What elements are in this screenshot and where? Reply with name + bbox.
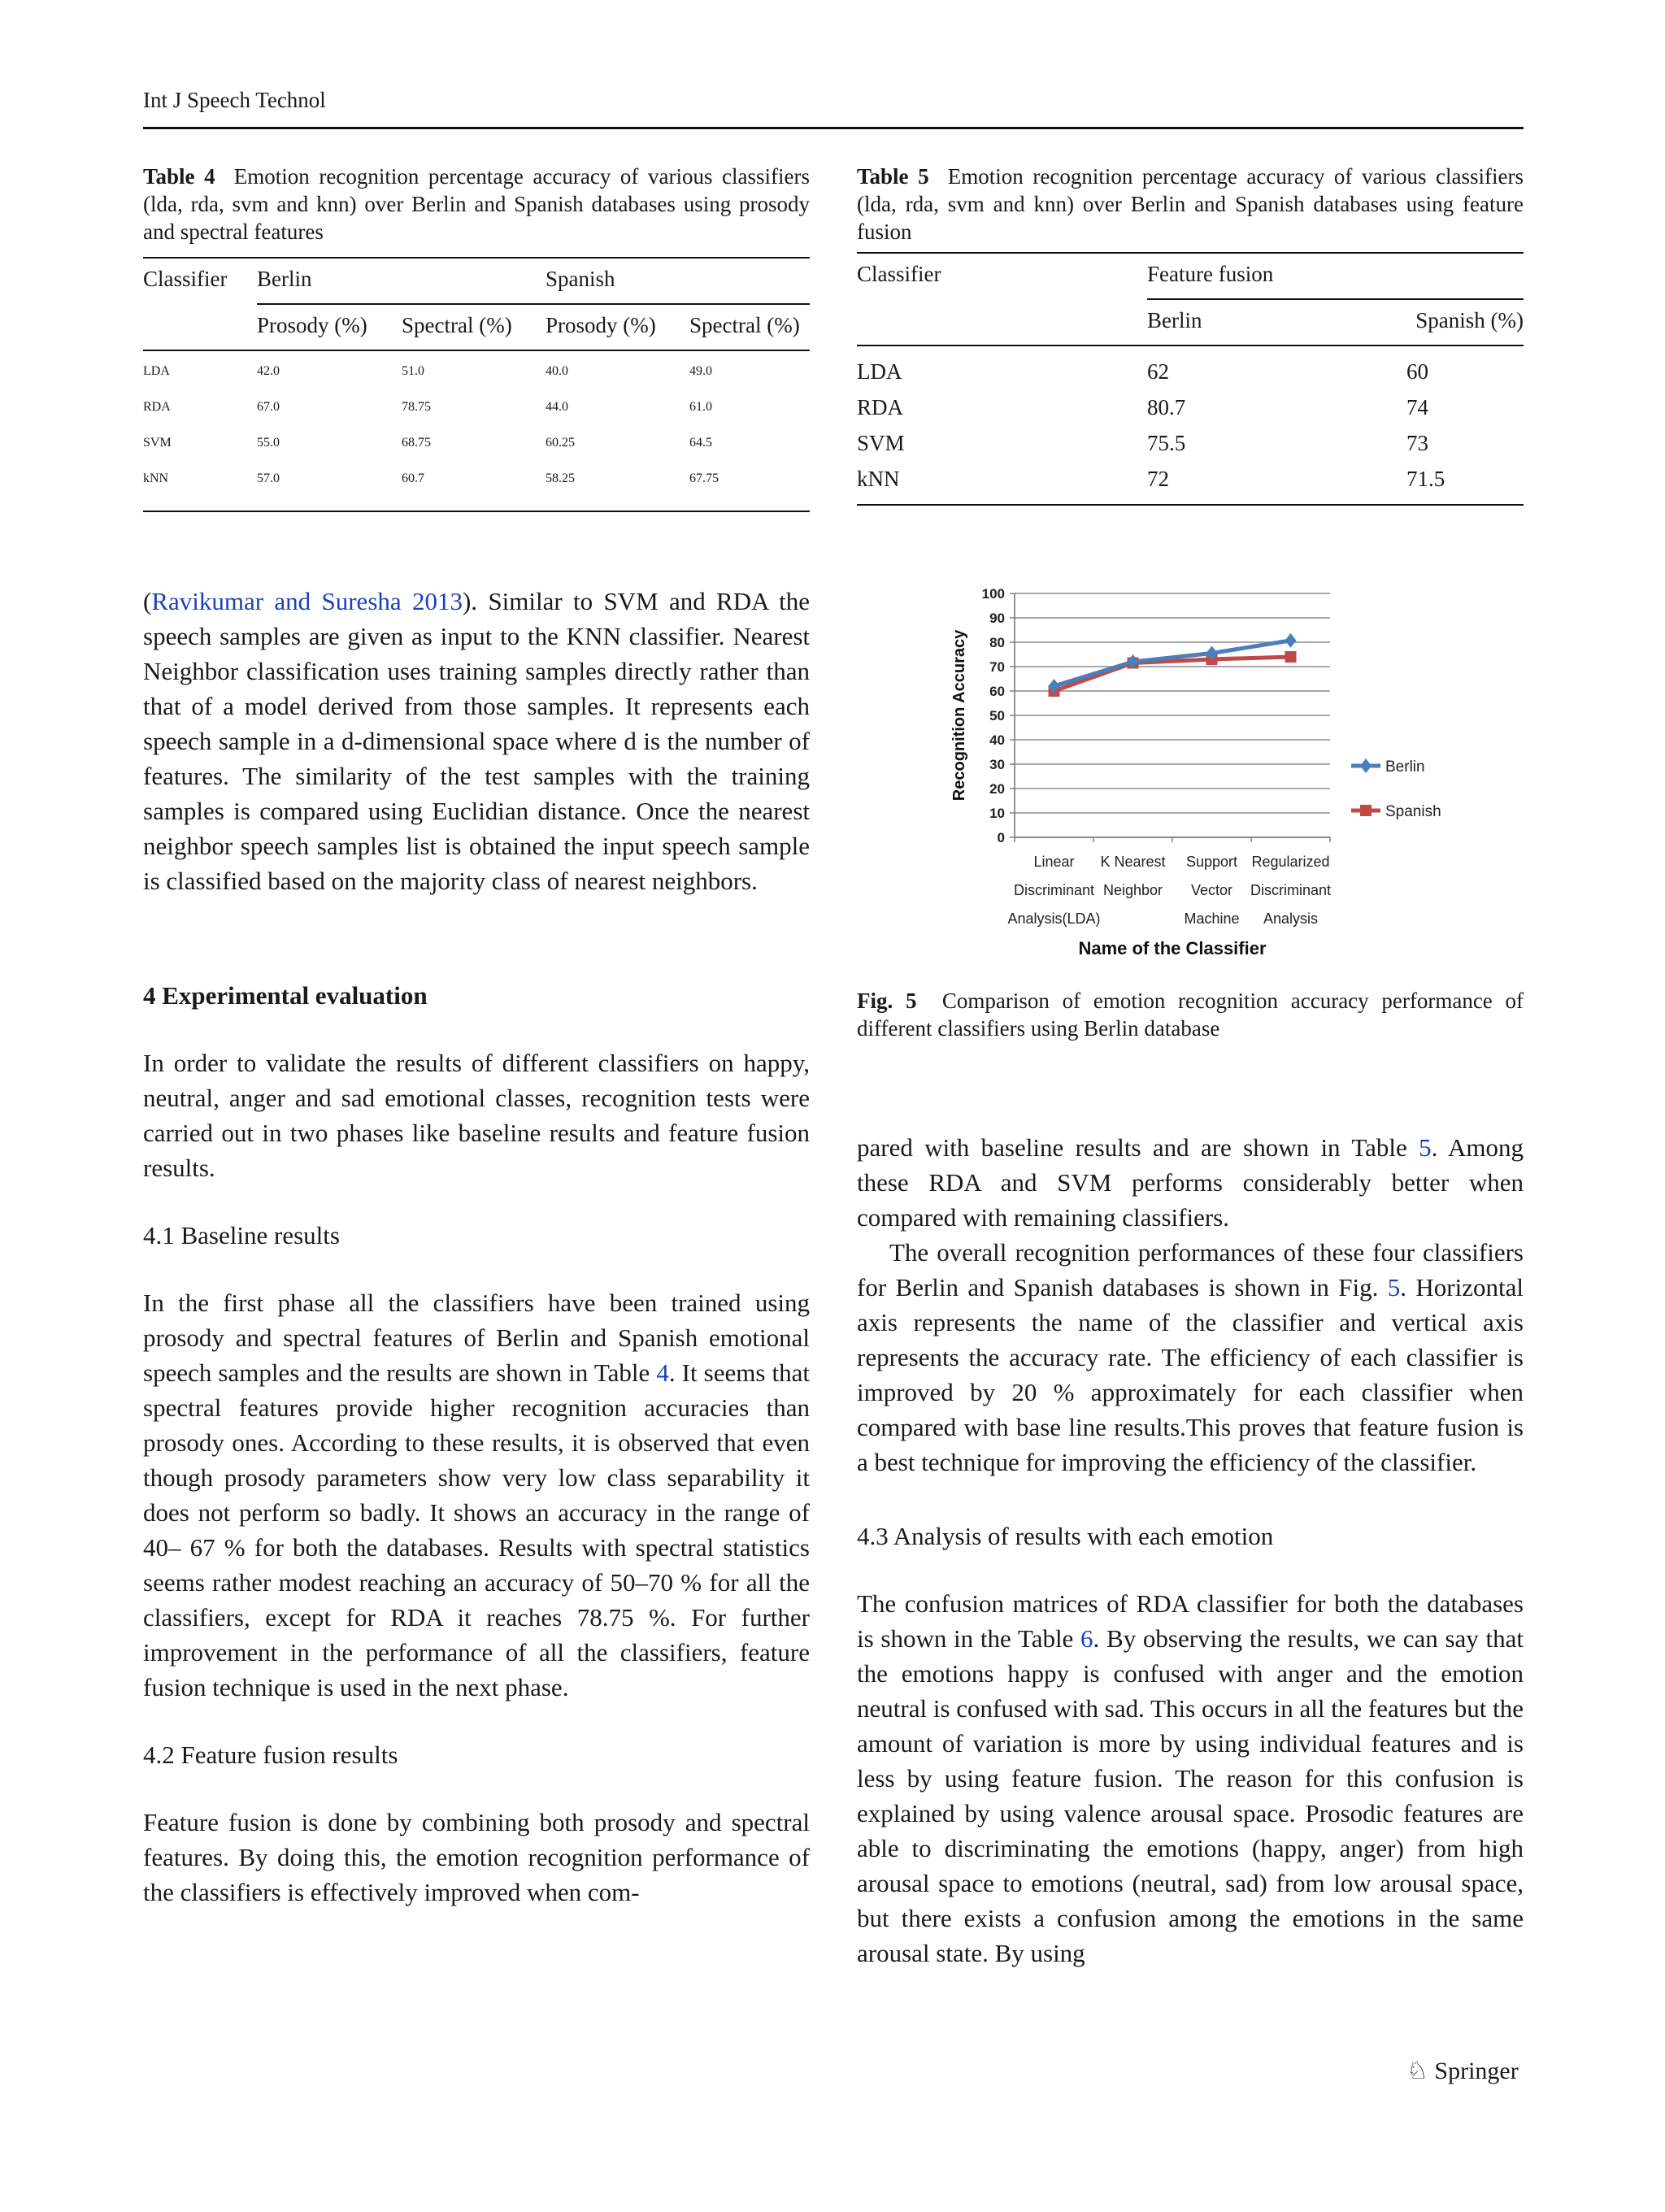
table-row [857, 431, 1524, 467]
y-tick-label: 70 [989, 659, 1005, 675]
paragraph-text: . Among these RDA and SVM performs considerably better when compared with remaining classifiers. [857, 1133, 1524, 1232]
cell: 78.75 [402, 400, 431, 414]
y-tick-label: 100 [981, 586, 1005, 602]
row-label: kNN [857, 467, 900, 491]
cell: 72 [1147, 467, 1169, 491]
cell: 61.0 [689, 400, 712, 414]
right-column [857, 1130, 1524, 1971]
cell: 60 [1406, 359, 1428, 384]
cell: 60.25 [546, 436, 575, 450]
table4-bottom-rule [143, 511, 810, 512]
table5-header-classifier: Classifier [857, 262, 941, 286]
cell: 75.5 [1147, 431, 1186, 455]
paragraph-text: . It seems that spectral features provide higher recognition accuracies than prosody ones. According to these results, it is observed that even though prosody parameters show very low class separability it does not perform so badly. It shows an accuracy in the range of 40– 67 % for both the databases. Results with spectral statistics seems rather modest reaching an accuracy of 50–70 % for all the classifiers, except for RDA it reaches 78.75 %. For further improvement in the performance of all the classifiers, feature fusion technique is used in the next phase. [143, 1358, 811, 1701]
table4-caption [143, 163, 810, 246]
table4-header-spanish: Spanish [546, 267, 615, 291]
table5-header-fusion: Feature fusion [1147, 262, 1274, 286]
paragraph: Feature fusion is done by combining both prosody and spectral features. By doing this, the emotion recognition performance of the classifiers is effectively improved when com- [143, 1808, 810, 1906]
y-tick-label: 60 [989, 684, 1005, 699]
x-axis-title: Name of the Classifier [1078, 938, 1267, 958]
cell: 44.0 [546, 400, 568, 414]
table-row [143, 436, 810, 472]
y-tick-label: 50 [989, 708, 1005, 724]
figure5 [943, 579, 1447, 969]
paragraph [857, 1586, 1524, 1971]
table-row [143, 400, 810, 436]
table5-subheader-spanish: Spanish (%) [1415, 308, 1524, 332]
figure-ref-link[interactable]: 5 [1387, 1273, 1401, 1302]
data-point-berlin [1285, 633, 1297, 648]
table4-subheader: Prosody (%) [257, 313, 367, 337]
paragraph: (Ravikumar and Suresha 2013). Similar to SVM and RDA the speech samples are given as input to the KNN classifier. Nearest Neighbor classification uses training samples directly rather than that of a model derived from those samples. It represents each speech sample in a d-dimensional space where d is the number of features. The similarity of the test samples with the training samples is compared using Euclidian distance. Once the nearest neighbor speech samples list is obtained the input speech sample is classified based on the majority class of nearest neighbors. [143, 587, 810, 895]
y-tick-label: 10 [989, 806, 1005, 821]
cell: 49.0 [689, 364, 712, 378]
table5-body [857, 359, 1524, 502]
legend-label: Berlin [1385, 758, 1425, 776]
x-tick-label: Vector [1190, 882, 1233, 898]
subsection-heading: 4.1 Baseline results [143, 1221, 340, 1249]
row-label: RDA [143, 400, 171, 414]
x-tick-label: Discriminant [1013, 882, 1095, 898]
x-tick-label: Discriminant [1250, 882, 1332, 898]
cell: 67.0 [257, 400, 280, 414]
table4-subheader: Spectral (%) [689, 313, 800, 337]
cell: 55.0 [257, 436, 280, 450]
table4-header-classifier: Classifier [143, 267, 228, 291]
table5-block [857, 163, 1524, 509]
x-tick-label: Linear [1033, 854, 1075, 870]
y-tick-label: 40 [989, 732, 1005, 748]
publisher-name: Springer [1434, 2058, 1519, 2084]
cell: 80.7 [1147, 395, 1186, 419]
data-point-spanish [1285, 651, 1297, 663]
y-tick-label: 80 [989, 635, 1005, 650]
figure5-label: Fig. 5 [857, 989, 917, 1013]
x-tick-label: Regularized [1251, 854, 1330, 870]
cell: 62 [1147, 359, 1169, 384]
paragraph [143, 1285, 810, 1705]
paragraph-text: The confusion matrices of RDA classifier for both the databases is shown in the Table [857, 1589, 1524, 1653]
y-tick-label: 30 [989, 757, 1005, 772]
paragraph [857, 1130, 1524, 1235]
table-row [143, 364, 810, 400]
table-row [143, 472, 810, 507]
x-tick-label: Support [1185, 854, 1238, 870]
y-tick-label: 90 [989, 611, 1005, 626]
cell: 58.25 [546, 472, 575, 485]
legend-label: Spanish [1385, 803, 1441, 820]
subsection-heading: 4.2 Feature fusion results [143, 1740, 398, 1769]
cell: 40.0 [546, 364, 568, 378]
citation-link[interactable]: Ravikumar and Suresha 2013 [151, 587, 463, 615]
table4-label: Table 4 [143, 164, 215, 189]
running-head: Int J Speech Technol [143, 88, 326, 112]
section-heading: 4 Experimental evaluation [143, 981, 428, 1010]
table5-mid-rule [857, 345, 1524, 346]
paragraph-text: pared with baseline results and are shown in Table [857, 1133, 1419, 1162]
figure5-caption [857, 987, 1524, 1042]
y-axis-title: Recognition Accuracy [950, 629, 968, 802]
x-tick-label: Neighbor [1102, 882, 1163, 898]
cell: 67.75 [689, 472, 719, 485]
table4-mid-rule [143, 350, 810, 351]
left-column [143, 584, 810, 1910]
table4-block [143, 163, 810, 514]
row-label: LDA [857, 359, 902, 384]
table-ref-link[interactable]: 6 [1080, 1624, 1093, 1653]
table-ref-link[interactable]: 4 [656, 1358, 669, 1387]
cell: 73 [1406, 431, 1428, 455]
publisher-logo [1406, 2057, 1519, 2085]
table4-subheader: Spectral (%) [402, 313, 512, 337]
table-row [857, 395, 1524, 431]
row-label: kNN [143, 472, 169, 485]
table4-body [143, 364, 810, 507]
cell: 57.0 [257, 472, 280, 485]
row-label: LDA [143, 364, 170, 378]
x-tick-label: Analysis [1263, 910, 1319, 927]
cell: 74 [1406, 395, 1428, 419]
cell: 71.5 [1406, 467, 1445, 491]
paragraph-text: . By observing the results, we can say that the emotions happy is confused with anger and the emotion neutral is confused with sad. This occurs in all the features but the amount of variation is more by using individual features and is less by using feature fusion. The reason for this confusion is explained by using valence arousal space. Prosodic features are able to discriminating the emotions (happy, anger) from high arousal space to emotions (neutral, sad) from low arousal space, but there exists a confusion among the emotions in the same arousal state. By using [857, 1624, 1524, 1967]
table4 [143, 257, 810, 514]
row-label: SVM [143, 436, 172, 450]
legend-marker-spanish [1360, 805, 1372, 816]
table5-subheader-berlin: Berlin [1147, 308, 1202, 332]
subsection-heading: 4.3 Analysis of results with each emotion [857, 1522, 1274, 1550]
cell: 68.75 [402, 436, 431, 450]
legend-marker-berlin [1360, 758, 1372, 773]
x-tick-label: K Nearest [1100, 854, 1166, 870]
x-tick-label: Machine [1184, 910, 1240, 927]
table4-subheader: Prosody (%) [546, 313, 656, 337]
table-ref-link[interactable]: 5 [1419, 1133, 1432, 1162]
table5 [857, 252, 1524, 509]
y-tick-label: 20 [989, 781, 1005, 797]
figure5-caption-text: Comparison of emotion recognition accuracy performance of different classifiers using Berlin database [857, 989, 1524, 1041]
y-tick-label: 0 [997, 830, 1005, 845]
springer-horse-icon: ♘ [1406, 2058, 1428, 2084]
table-row [857, 359, 1524, 395]
cell: 64.5 [689, 436, 712, 450]
paragraph-text: In the first phase all the classifiers have been trained using prosody and spectral features of Berlin and Spanish emotional speech samples and the results are shown in Table [143, 1289, 810, 1387]
cell: 51.0 [402, 364, 424, 378]
paragraph-text: ). Similar to SVM and RDA the speech samples are given as input to the KNN classifier. Nearest Neighbor classification uses training samples directly rather than that of a model derived from those samples. It represents each speech sample in a d-dimensional space where d is the number of features. The similarity of the test samples with the training samples is compared using Euclidian distance. Once the nearest neighbor speech samples list is obtained the input speech sample is classified based on the majority class of nearest neighbors. [143, 587, 810, 895]
paragraph [857, 1235, 1524, 1480]
table5-bottom-rule [857, 504, 1524, 506]
cell: 42.0 [257, 364, 280, 378]
row-label: SVM [857, 431, 905, 455]
paragraph-text: The overall recognition performances of these four classifiers for Berlin and Spanish databases is shown in Fig. [857, 1238, 1524, 1302]
cell: 60.7 [402, 472, 424, 485]
x-tick-label: Analysis(LDA) [1007, 910, 1101, 927]
chart-svg [943, 579, 1447, 969]
table-row [857, 467, 1524, 502]
table5-caption-text: Emotion recognition percentage accuracy of various classifiers (lda, rda, svm and knn) over Berlin and Spanish databases using feature fusion [857, 164, 1524, 244]
table4-caption-text: Emotion recognition percentage accuracy of various classifiers (lda, rda, svm and knn) over Berlin and Spanish databases using prosody and spectral features [143, 164, 811, 244]
table4-header-berlin: Berlin [257, 267, 312, 291]
paragraph: In order to validate the results of different classifiers on happy, neutral, anger and sad emotional classes, recognition tests were carried out in two phases like baseline results and feature fusion results. [143, 1049, 810, 1182]
table5-caption [857, 163, 1524, 246]
row-label: RDA [857, 395, 904, 419]
paragraph-text: . Horizontal axis represents the name of the classifier and vertical axis represents the accuracy rate. The efficiency of each classifier is improved by 20 % approximately for each classifier when compared with base line results.This proves that feature fusion is a best technique for improving the efficiency of the classifier. [857, 1273, 1524, 1476]
header-rule [143, 127, 1524, 129]
table5-label: Table 5 [857, 164, 929, 189]
